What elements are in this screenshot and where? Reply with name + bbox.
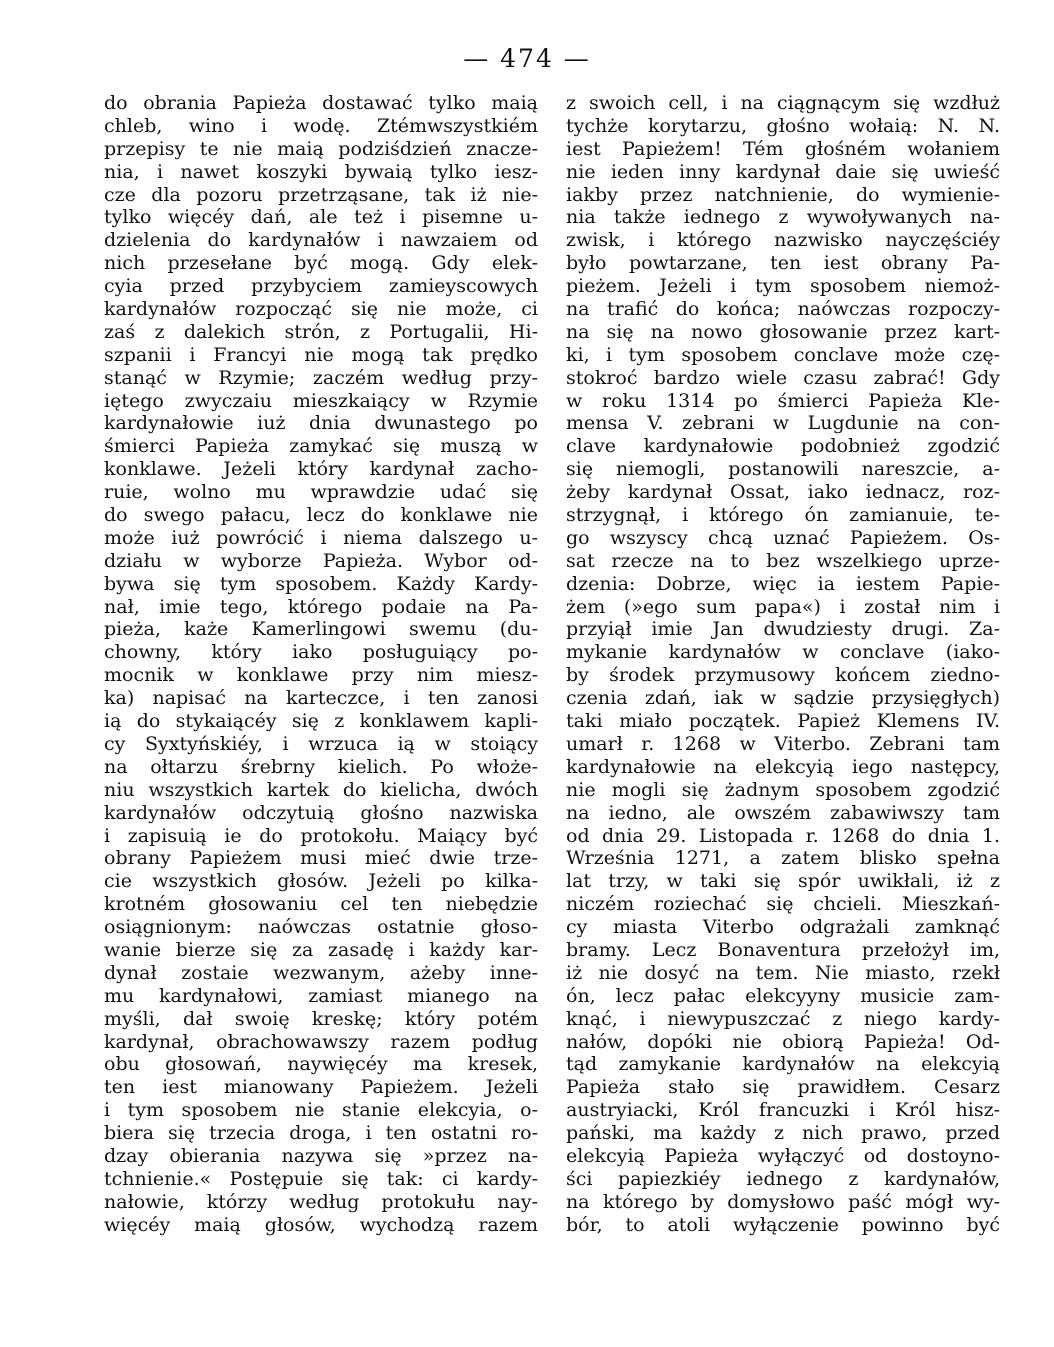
text-line-left: ią do stykaiącéy się z konklawem kapli- (104, 710, 538, 733)
text-line-left: nich przesełane być mogą. Gdy elek- (104, 252, 538, 275)
text-column-right (566, 92, 1000, 1332)
text-line-right: austryiacki, Król francuzki i Król hisz- (566, 1099, 1000, 1122)
text-line-right: knąć, i niewypuszczać z niego kardy- (566, 1007, 1000, 1030)
text-line-right: ści papiezkiéy iednego z kardynałów, (566, 1167, 1000, 1190)
text-line-right: umarł r. 1268 w Viterbo. Zebrani tam (566, 732, 1000, 755)
text-line-right: stokroć bardzo wiele czasu zabrać! Gdy (566, 366, 1000, 389)
text-line-right: elekcyią Papieża wyłączyć od dostoyno- (566, 1144, 1000, 1167)
text-line-right: na iedno, ale owszém zabawiwszy tam (566, 801, 1000, 824)
text-line-left: cyia przed przybyciem zamieyscowych (104, 275, 538, 298)
text-line-left: stanąć w Rzymie; zaczém według przy- (104, 366, 538, 389)
text-line-left: obrany Papieżem musi mieć dwie trze- (104, 847, 538, 870)
text-line-right: bramy. Lecz Bonaventura przełożył im, (566, 938, 1000, 961)
text-line-right: taki miało początek. Papież Klemens IV. (566, 710, 1000, 733)
text-line-left: nia, i nawet koszyki bywaią tylko iesz- (104, 160, 538, 183)
text-line-right: ki, i tym sposobem conclave może czę- (566, 343, 1000, 366)
text-line-left: wanie bierze się za zasadę i każdy kar- (104, 938, 538, 961)
text-line-left: myśli, dał swoię kreskę; który potém (104, 1007, 538, 1030)
text-line-right: ón, lecz pałac elekcyyny musicie zam- (566, 984, 1000, 1007)
text-line-right: czenia zdań, iak w sądzie przysięgłych) (566, 687, 1000, 710)
text-line-right: żeby kardynał Ossat, iako iednacz, roz- (566, 481, 1000, 504)
text-line-left: ka) napisać na karteczce, i ten zanosi (104, 687, 538, 710)
text-line-left: ten iest mianowany Papieżem. Jeżeli (104, 1076, 538, 1099)
text-line-left: cie wszystkich głosów. Jeżeli po kilka- (104, 870, 538, 893)
text-line-left: i tym sposobem nie stanie elekcyia, o- (104, 1099, 538, 1122)
text-line-left: mocnik w konklawe przy nim miesz- (104, 664, 538, 687)
text-line-left: na ołtarzu śrebrny kielich. Po włoże- (104, 755, 538, 778)
text-line-right: mykanie kardynałów w conclave (iako- (566, 641, 1000, 664)
text-line-left: zaś z dalekich strón, z Portugalii, Hi- (104, 320, 538, 343)
text-line-right: pański, ma każdy z nich prawo, przed (566, 1122, 1000, 1145)
text-line-left: kardynał, obrachowawszy razem podług (104, 1030, 538, 1053)
text-line-left: konklawe. Jeżeli który kardynał zacho- (104, 458, 538, 481)
text-line-left: dzielenia do kardynałów i nawzaiem od (104, 229, 538, 252)
text-line-left: dynał zostaie wezwanym, ażeby inne- (104, 961, 538, 984)
text-line-right: iest Papieżem! Tém głośném wołaniem (566, 137, 1000, 160)
text-line-left: obu głosowań, naywięcéy ma kresek, (104, 1053, 538, 1076)
text-line-right: iakby przez natchnienie, do wymienie- (566, 183, 1000, 206)
text-line-right: bór, to atoli wyłączenie powinno być (566, 1213, 1000, 1236)
text-line-right: lat trzy, w taki się spór uwikłali, iż z (566, 870, 1000, 893)
text-line-right: nałów, dopóki nie obiorą Papieża! Od- (566, 1030, 1000, 1053)
text-line-right: strzygnął, i którego ón zamianuie, te- (566, 504, 1000, 527)
page-number: — 474 — (463, 44, 591, 73)
text-line-left: chleb, wino i wodę. Ztémwszystkiém (104, 114, 538, 137)
text-line-right: się niemogli, postanowili nareszcie, a- (566, 458, 1000, 481)
text-line-right: clave kardynałowie podobnież zgodzić (566, 435, 1000, 458)
text-line-right: w roku 1314 po śmierci Papieża Kle- (566, 389, 1000, 412)
text-line-left: i zapisuią ie do protokołu. Maiący być (104, 824, 538, 847)
text-line-left: szpanii i Francyi nie mogą tak prędko (104, 343, 538, 366)
text-column-left (104, 92, 538, 1332)
text-line-right: sat rzecze na to bez wszelkiego uprze- (566, 549, 1000, 572)
text-line-left: ruie, wolno mu wprawdzie udać się (104, 481, 538, 504)
text-line-left: może iuż powrócić i niema dalszego u- (104, 526, 538, 549)
text-line-right: Września 1271, a zatem blisko spełna (566, 847, 1000, 870)
text-line-right: niczém roziechać się chcieli. Mieszkań- (566, 893, 1000, 916)
text-line-right: nie ieden inny kardynał daie się uwieść (566, 160, 1000, 183)
text-line-left: działu w wyborze Papieża. Wybor od- (104, 549, 538, 572)
text-line-right: żem (»ego sum papa«) i został nim i (566, 595, 1000, 618)
text-line-right: by środek przymusowy końcem ziedno- (566, 664, 1000, 687)
text-line-left: cze dla pozoru przetrząsane, tak iż nie- (104, 183, 538, 206)
text-line-right: z swoich cell, i na ciągnącym się wzdłuż (566, 92, 1000, 114)
text-line-left: mu kardynałowi, zamiast mianego na (104, 984, 538, 1007)
text-line-right: pieżem. Jeżeli i tym sposobem niemoż- (566, 275, 1000, 298)
text-line-right: na trafić do końca; naówczas rozpoczy- (566, 298, 1000, 321)
text-line-left: nałowie, którzy według protokułu nay- (104, 1190, 538, 1213)
text-line-left: bywa się tym sposobem. Każdy Kardy- (104, 572, 538, 595)
text-line-right: nia także iednego z wywoływanych na- (566, 206, 1000, 229)
text-line-left: przepisy te nie maią podziśdzień znacze- (104, 137, 538, 160)
text-line-left: więcéy maią głosów, wychodzą razem (104, 1213, 538, 1236)
text-line-right: nie mogli się żadnym sposobem zgodzić (566, 778, 1000, 801)
text-line-right: przyiął imie Jan dwudziesty drugi. Za- (566, 618, 1000, 641)
text-line-right: tąd zamykanie kardynałów na elekcyią (566, 1053, 1000, 1076)
text-line-right: mensa V. zebrani w Lugdunie na con- (566, 412, 1000, 435)
text-line-right: od dnia 29. Listopada r. 1268 do dnia 1. (566, 824, 1000, 847)
text-line-left: pieża, każe Kamerlingowi swemu (du- (104, 618, 538, 641)
text-line-left: tylko więcéy dań, ale też i pisemne u- (104, 206, 538, 229)
text-line-right: dzenia: Dobrze, więc ia iestem Papie- (566, 572, 1000, 595)
text-line-right: iż nie dosyć na tem. Nie miasto, rzekł (566, 961, 1000, 984)
text-line-left: osiągnionym: naówczas ostatnie głoso- (104, 916, 538, 939)
text-line-right: cy miasta Viterbo odgrażali zamknąć (566, 916, 1000, 939)
text-line-left: cy Syxtyńskiéy, i wrzuca ią w stoiący (104, 732, 538, 755)
text-line-left: kardynałowie iuż dnia dwunastego po (104, 412, 538, 435)
text-line-left: chowny, który iako posługuiący po- (104, 641, 538, 664)
text-line-left: kardynałów rozpocząć się nie może, ci (104, 298, 538, 321)
text-line-left: dzay obierania nazywa się »przez na- (104, 1144, 538, 1167)
text-line-right: Papieża stało się prawidłem. Cesarz (566, 1076, 1000, 1099)
text-line-left: iętego zwyczaiu mieszkaiący w Rzymie (104, 389, 538, 412)
text-line-left: niu wszystkich kartek do kielicha, dwóch (104, 778, 538, 801)
text-line-right: na się na nowo głosowanie przez kart- (566, 320, 1000, 343)
text-line-left: nał, imie tego, którego podaie na Pa- (104, 595, 538, 618)
text-line-left: do obrania Papieża dostawać tylko maią (104, 92, 538, 114)
text-line-right: kardynałowie na elekcyią iego następcy, (566, 755, 1000, 778)
text-line-left: krotném głosowaniu cel ten niebędzie (104, 893, 538, 916)
text-line-right: zwisk, i którego nazwisko nayczęściéy (566, 229, 1000, 252)
text-line-left: biera się trzecia droga, i ten ostatni ro- (104, 1122, 538, 1145)
text-line-right: było powtarzane, ten iest obrany Pa- (566, 252, 1000, 275)
text-line-right: na którego by domysłowo paść mógł wy- (566, 1190, 1000, 1213)
text-line-left: do swego pałacu, lecz do konklawe nie (104, 504, 538, 527)
text-line-right: go wszyscy chcą uznać Papieżem. Os- (566, 526, 1000, 549)
text-line-left: kardynałów odczytuią głośno nazwiska (104, 801, 538, 824)
text-line-left: tchnienie.« Postępuie się tak: ci kardy- (104, 1167, 538, 1190)
text-line-right: tychże korytarzu, głośno wołaią: N. N. (566, 114, 1000, 137)
text-line-left: śmierci Papieża zamykać się muszą w (104, 435, 538, 458)
